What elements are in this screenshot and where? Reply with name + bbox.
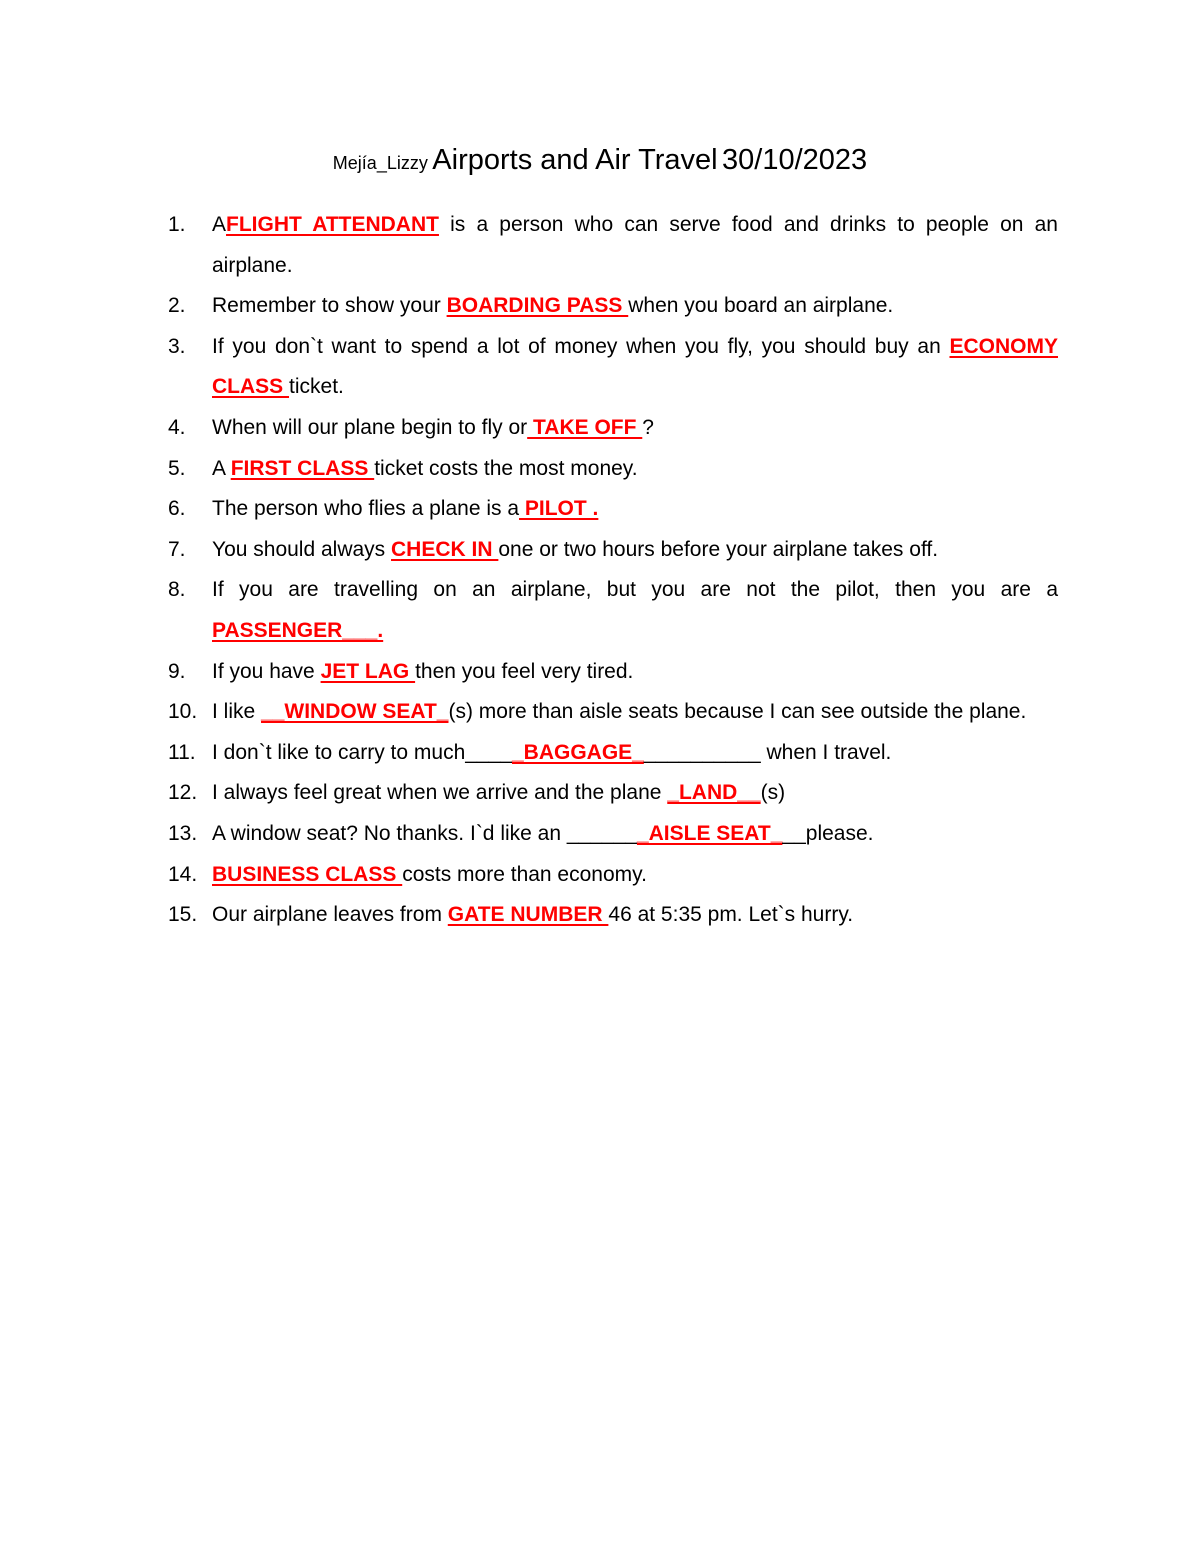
prompt-text: 46 at 5:35 pm. Let`s hurry.: [608, 903, 854, 927]
prompt-text: ?: [642, 415, 654, 439]
prompt-text: Remember to show your: [212, 294, 447, 318]
author-name: Mejía_Lizzy: [332, 153, 428, 173]
answer-text: PASSENGER___.: [212, 618, 384, 642]
question-number: 11.: [168, 740, 196, 764]
answer-text: _BAGGAGE_: [511, 740, 644, 764]
answer-text: JET LAG: [320, 659, 416, 683]
question-number: 3.: [168, 334, 186, 358]
answer-text: FIRST CLASS: [230, 456, 375, 480]
answer-text: ECONOMY CLASS: [212, 334, 1058, 399]
question-number: 13.: [168, 821, 198, 845]
prompt-text: If you have: [212, 659, 321, 683]
prompt-text: costs more than economy.: [402, 862, 647, 886]
question-text: [212, 327, 1058, 408]
prompt-text: when you board an airplane.: [628, 294, 894, 318]
question-item: [168, 408, 1058, 449]
prompt-text: ticket costs the most money.: [374, 456, 638, 480]
question-number: 12.: [168, 781, 198, 805]
question-item: [168, 286, 1058, 327]
prompt-text: A: [212, 213, 227, 236]
prompt-text: Our airplane leaves from: [212, 903, 448, 927]
question-list: [168, 205, 1058, 936]
question-item: [168, 855, 1058, 896]
prompt-text: If you don`t want to spend a lot of money when you fly, you should buy an: [212, 334, 950, 358]
question-item: [168, 773, 1058, 814]
answer-text: PILOT .: [519, 497, 599, 521]
prompt-text: You should always: [212, 537, 392, 561]
prompt-text: I always feel great when we arrive and the plane: [212, 781, 668, 805]
question-number: 1.: [168, 213, 186, 236]
worksheet-date: 30/10/2023: [722, 144, 868, 176]
prompt-text: I like: [212, 700, 262, 724]
prompt-text: A window seat? No thanks. I`d like an ______: [212, 821, 637, 845]
answer-text: __WINDOW SEAT_: [261, 700, 449, 724]
question-text: [212, 205, 1058, 286]
question-text: [212, 855, 1058, 896]
question-number: 4.: [168, 415, 186, 439]
question-number: 5.: [168, 456, 186, 480]
prompt-text: is a person who can serve food and drinks to people on an airplane.: [212, 213, 1058, 277]
answer-text: BUSINESS CLASS: [212, 862, 403, 886]
question-text: [212, 570, 1058, 651]
prompt-text: I don`t like to carry to much____: [212, 740, 512, 764]
question-number: 15.: [168, 903, 198, 927]
prompt-text: When will our plane begin to fly or: [212, 415, 528, 439]
question-text: [212, 814, 1058, 855]
question-text: [212, 286, 1058, 327]
question-text: [212, 408, 1058, 449]
question-item: [168, 814, 1058, 855]
question-item: [168, 489, 1058, 530]
answer-text: TAKE OFF: [527, 415, 643, 439]
prompt-text: The person who flies a plane is a: [212, 497, 520, 521]
question-text: [212, 652, 1058, 693]
question-number: 7.: [168, 537, 186, 561]
answer-text: GATE NUMBER: [447, 903, 609, 927]
question-item: [168, 895, 1058, 936]
question-text: [212, 773, 1058, 814]
answer-text: CHECK IN: [391, 537, 499, 561]
question-text: [212, 733, 1058, 774]
prompt-text: (s): [760, 781, 786, 805]
prompt-text: (s) more than aisle seats because I can see outside the plane.: [448, 700, 1027, 724]
question-number: 2.: [168, 294, 186, 318]
question-text: [212, 530, 1058, 571]
question-number: 8.: [168, 578, 186, 602]
prompt-text: __please.: [782, 821, 874, 845]
prompt-text: If you are travelling on an airplane, but you are not the pilot, then you are a: [212, 578, 1058, 602]
question-item: [168, 530, 1058, 571]
question-item: [168, 449, 1058, 490]
answer-text: _AISLE SEAT_: [636, 821, 783, 845]
question-text: [212, 449, 1058, 490]
answer-text: _LAND__: [667, 781, 761, 805]
prompt-text: __________ when I travel.: [643, 740, 892, 764]
page-title: [0, 140, 1200, 185]
question-number: 9.: [168, 659, 186, 683]
question-text: [212, 895, 1058, 936]
question-item: [168, 652, 1058, 693]
question-number: 10.: [168, 700, 198, 724]
worksheet-title: Airports and Air Travel: [432, 144, 718, 176]
question-number: 6.: [168, 497, 186, 521]
answer-text: FLIGHT ATTENDANT: [226, 213, 439, 236]
question-text: [212, 692, 1058, 733]
question-item: [168, 205, 1058, 286]
question-number: 14.: [168, 862, 198, 886]
prompt-text: A: [212, 456, 231, 480]
question-item: [168, 570, 1058, 651]
prompt-text: one or two hours before your airplane takes off.: [498, 537, 939, 561]
prompt-text: ticket.: [289, 375, 344, 399]
question-item: [168, 692, 1058, 733]
question-item: [168, 733, 1058, 774]
question-text: [212, 489, 1058, 530]
question-item: [168, 327, 1058, 408]
answer-text: BOARDING PASS: [446, 294, 629, 318]
prompt-text: then you feel very tired.: [415, 659, 634, 683]
